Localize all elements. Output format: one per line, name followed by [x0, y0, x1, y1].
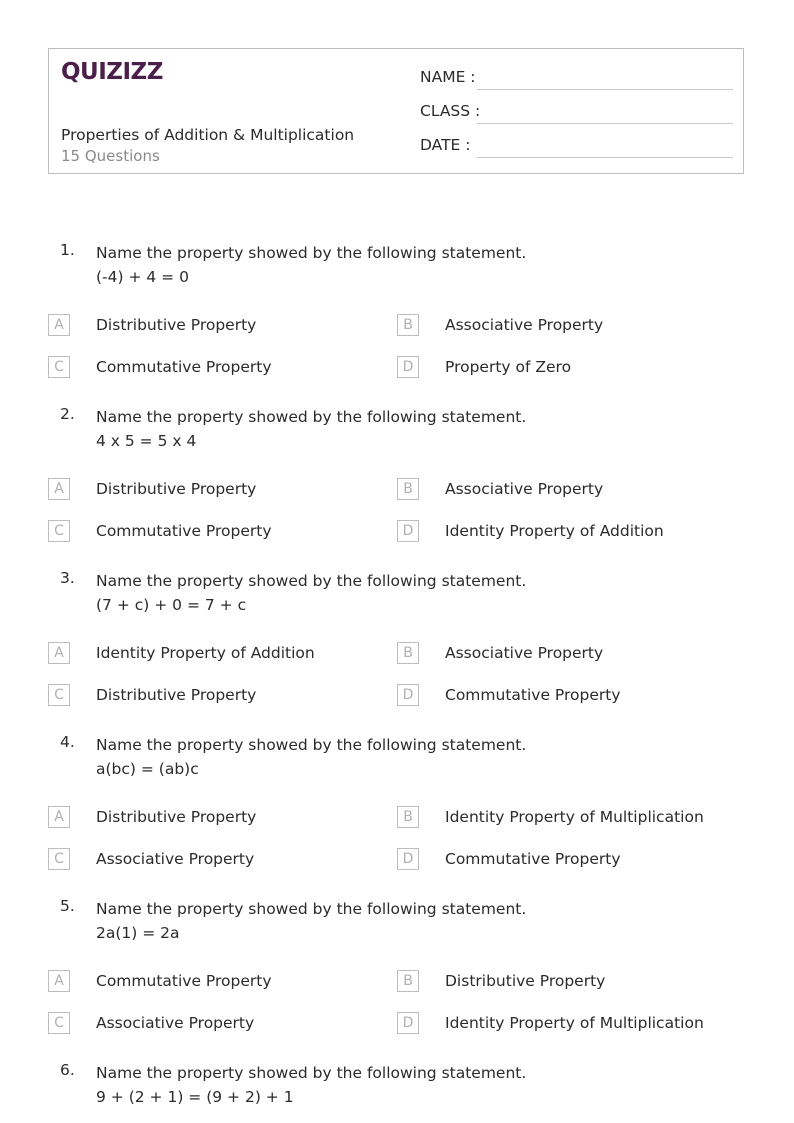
option-c-box[interactable]: C	[48, 520, 70, 542]
option-d-box[interactable]: D	[397, 520, 419, 542]
option-b-box[interactable]: B	[397, 314, 419, 336]
question-number: 1.	[60, 241, 75, 259]
option-b-box[interactable]: B	[397, 806, 419, 828]
question-expression: a(bc) = (ab)c	[96, 760, 199, 778]
option-d-text: Commutative Property	[445, 686, 621, 704]
name-label: NAME :	[420, 68, 476, 86]
option-c-box[interactable]: C	[48, 356, 70, 378]
option-b-text: Associative Property	[445, 316, 604, 334]
option-a-box[interactable]: A	[48, 478, 70, 500]
question-prompt: Name the property showed by the following statement.	[96, 900, 527, 918]
option-d-text: Commutative Property	[445, 850, 621, 868]
option-b-box[interactable]: B	[397, 642, 419, 664]
class-label: CLASS :	[420, 102, 481, 120]
question-count: 15 Questions	[61, 147, 160, 165]
option-a-text: Distributive Property	[96, 316, 257, 334]
question-number: 4.	[60, 733, 75, 751]
option-a-box[interactable]: A	[48, 642, 70, 664]
option-c-box[interactable]: C	[48, 1012, 70, 1034]
date-line	[477, 157, 733, 158]
option-b-text: Distributive Property	[445, 972, 606, 990]
option-a-text: Identity Property of Addition	[96, 644, 315, 662]
question-expression: 9 + (2 + 1) = (9 + 2) + 1	[96, 1088, 294, 1106]
option-a-text: Distributive Property	[96, 808, 257, 826]
option-c-text: Associative Property	[96, 850, 255, 868]
question-prompt: Name the property showed by the following statement.	[96, 408, 527, 426]
question-prompt: Name the property showed by the following statement.	[96, 572, 527, 590]
question-number: 2.	[60, 405, 75, 423]
option-b-text: Associative Property	[445, 644, 604, 662]
question-expression: 4 x 5 = 5 x 4	[96, 432, 197, 450]
option-a-text: Commutative Property	[96, 972, 272, 990]
option-d-text: Identity Property of Addition	[445, 522, 664, 540]
worksheet-title: Properties of Addition & Multiplication	[61, 126, 355, 144]
option-c-box[interactable]: C	[48, 684, 70, 706]
option-b-text: Identity Property of Multiplication	[445, 808, 704, 826]
option-a-box[interactable]: A	[48, 314, 70, 336]
option-c-text: Distributive Property	[96, 686, 257, 704]
option-d-text: Property of Zero	[445, 358, 572, 376]
quizizz-logo: QUIZIZZ	[61, 59, 163, 85]
question-expression: (-4) + 4 = 0	[96, 268, 189, 286]
class-line	[477, 123, 733, 124]
question-number: 5.	[60, 897, 75, 915]
option-c-text: Associative Property	[96, 1014, 255, 1032]
option-c-box[interactable]: C	[48, 848, 70, 870]
option-a-text: Distributive Property	[96, 480, 257, 498]
question-expression: 2a(1) = 2a	[96, 924, 180, 942]
option-b-box[interactable]: B	[397, 970, 419, 992]
option-d-box[interactable]: D	[397, 848, 419, 870]
question-expression: (7 + c) + 0 = 7 + c	[96, 596, 247, 614]
option-a-box[interactable]: A	[48, 970, 70, 992]
question-prompt: Name the property showed by the following statement.	[96, 244, 527, 262]
option-d-box[interactable]: D	[397, 1012, 419, 1034]
option-d-text: Identity Property of Multiplication	[445, 1014, 704, 1032]
option-d-box[interactable]: D	[397, 356, 419, 378]
question-prompt: Name the property showed by the following statement.	[96, 736, 527, 754]
option-d-box[interactable]: D	[397, 684, 419, 706]
question-prompt: Name the property showed by the following statement.	[96, 1064, 527, 1082]
question-number: 6.	[60, 1061, 75, 1079]
option-c-text: Commutative Property	[96, 522, 272, 540]
worksheet-header	[48, 48, 744, 174]
option-a-box[interactable]: A	[48, 806, 70, 828]
name-line	[477, 89, 733, 90]
option-c-text: Commutative Property	[96, 358, 272, 376]
option-b-text: Associative Property	[445, 480, 604, 498]
option-b-box[interactable]: B	[397, 478, 419, 500]
question-number: 3.	[60, 569, 75, 587]
date-label: DATE :	[420, 136, 471, 154]
